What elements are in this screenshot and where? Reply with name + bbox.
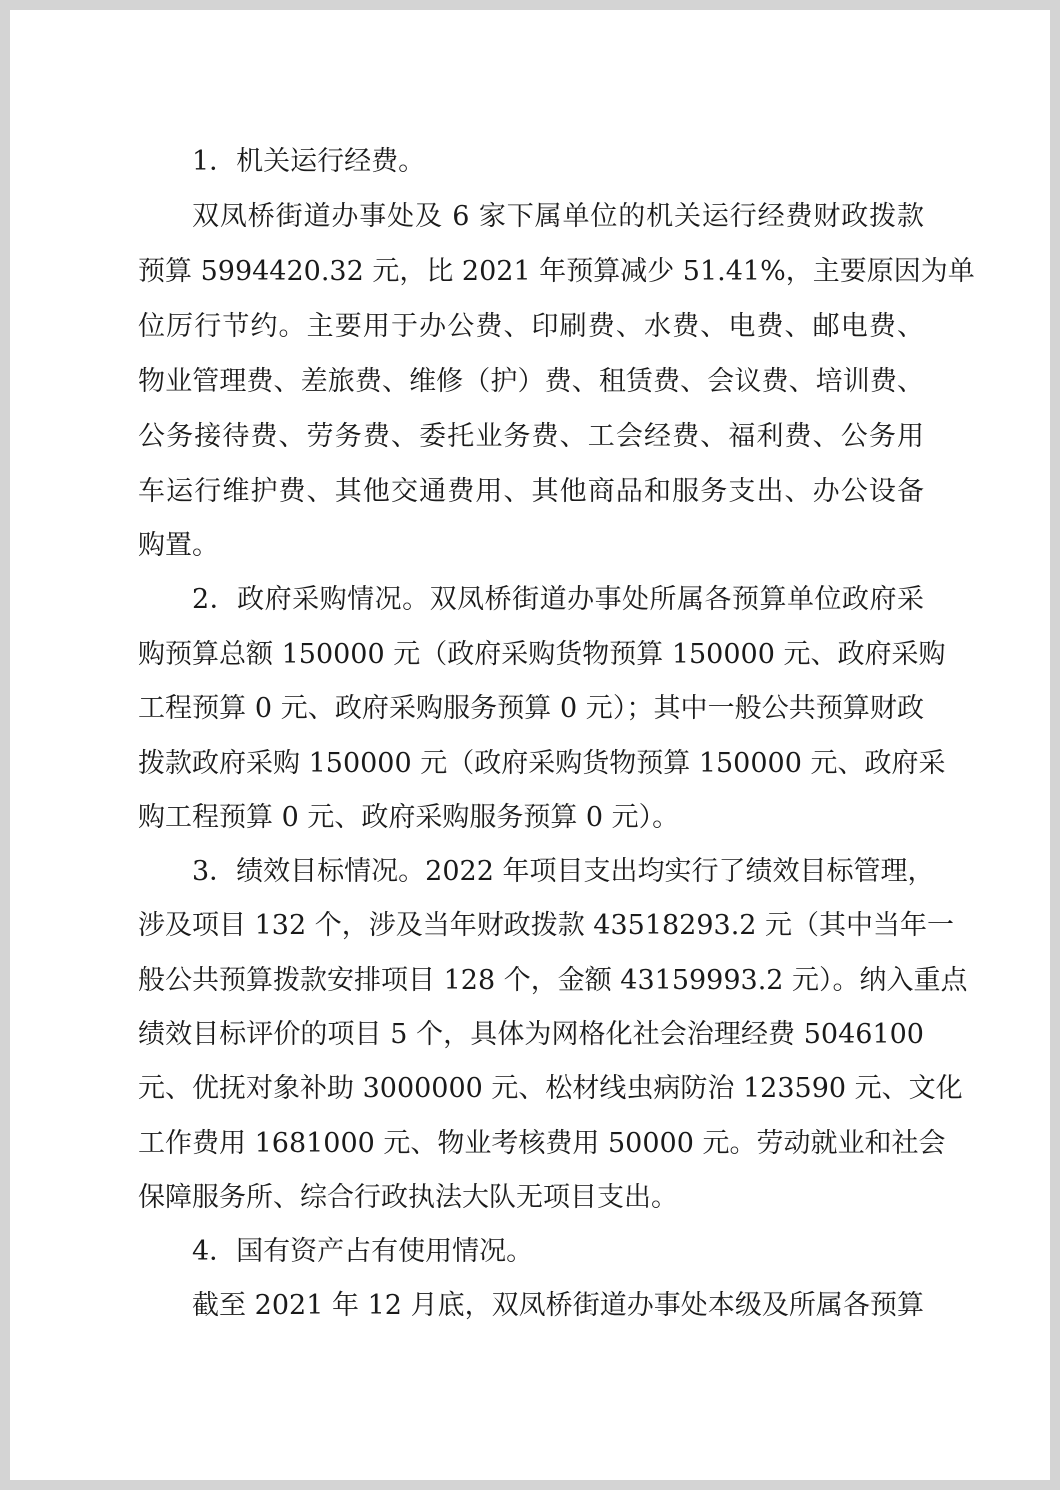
paragraph-line: 截至 2021 年 12 月底，双凤桥街道办事处本级及所属各预算: [192, 1290, 924, 1321]
paragraph-line: 工程预算 0 元、政府采购服务预算 0 元）；其中一般公共预算财政: [138, 693, 924, 724]
paragraph-line: 3．绩效目标情况。2022 年项目支出均实行了绩效目标管理，: [192, 856, 935, 887]
section-heading-4: 4．国有资产占有使用情况。: [192, 1236, 534, 1267]
paragraph-line: 双凤桥街道办事处及 6 家下属单位的机关运行经费财政拨款: [192, 201, 924, 232]
paragraph-line: 公务接待费、劳务费、委托业务费、工会经费、福利费、公务用: [138, 421, 924, 452]
section-heading-1: 1．机关运行经费。: [192, 146, 426, 177]
paragraph-line: 购置。: [138, 530, 219, 561]
paragraph-line: 涉及项目 132 个，涉及当年财政拨款 43518293.2 元（其中当年一: [138, 910, 955, 941]
paragraph-line: 购预算总额 150000 元（政府采购货物预算 150000 元、政府采购: [138, 639, 946, 670]
paragraph-line: 2．政府采购情况。双凤桥街道办事处所属各预算单位政府采: [192, 584, 924, 615]
paragraph-line: 保障服务所、综合行政执法大队无项目支出。: [138, 1182, 678, 1213]
paragraph-line: 车运行维护费、其他交通费用、其他商品和服务支出、办公设备: [138, 476, 924, 507]
paragraph-line: 预算 5994420.32 元，比 2021 年预算减少 51.41%，主要原因为单: [138, 256, 975, 287]
paragraph-line: 位厉行节约。主要用于办公费、印刷费、水费、电费、邮电费、: [138, 311, 924, 342]
paragraph-line: 购工程预算 0 元、政府采购服务预算 0 元）。: [138, 802, 680, 833]
paragraph-line: 工作费用 1681000 元、物业考核费用 50000 元。劳动就业和社会: [138, 1128, 946, 1159]
paragraph-line: 物业管理费、差旅费、维修（护）费、租赁费、会议费、培训费、: [138, 366, 924, 397]
paragraph-line: 般公共预算拨款安排项目 128 个，金额 43159993.2 元）。纳入重点: [138, 965, 968, 996]
paragraph-line: 拨款政府采购 150000 元（政府采购货物预算 150000 元、政府采: [138, 748, 946, 779]
paragraph-line: 绩效目标评价的项目 5 个，具体为网格化社会治理经费 5046100: [138, 1019, 924, 1050]
paragraph-line: 元、优抚对象补助 3000000 元、松材线虫病防治 123590 元、文化: [138, 1073, 963, 1104]
